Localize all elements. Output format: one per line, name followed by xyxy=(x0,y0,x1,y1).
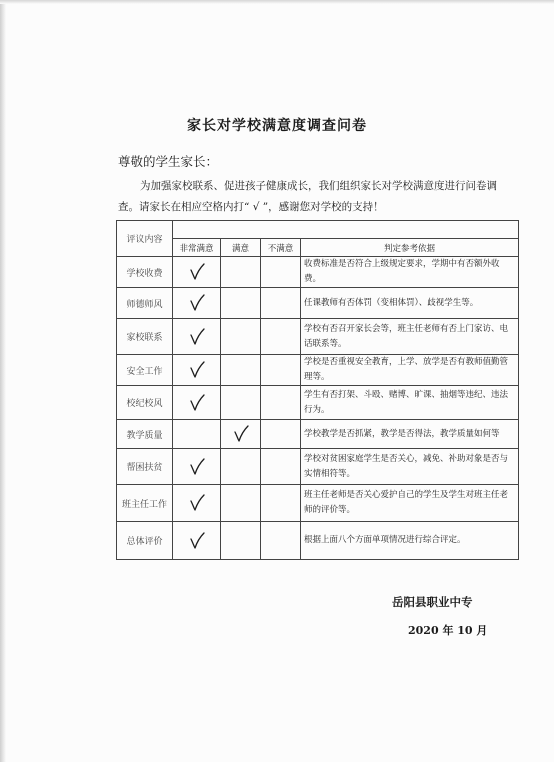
row-item-label: 家校联系 xyxy=(117,319,173,355)
row-item-label: 校纪校风 xyxy=(117,386,173,420)
handwritten-checkmark-icon xyxy=(188,262,206,282)
rating-cell xyxy=(173,449,221,485)
rating-cell xyxy=(261,355,301,386)
rating-cell xyxy=(221,386,261,420)
column-header: 非常满意 xyxy=(173,239,221,257)
rating-cell xyxy=(261,257,301,288)
rating-cell xyxy=(261,319,301,355)
document-title: 家长对学校满意度调查问卷 xyxy=(187,118,367,134)
handwritten-checkmark-icon xyxy=(188,531,206,551)
table-row xyxy=(117,319,519,355)
row-basis-text: 收费标准是否符合上级规定要求，学期中有否额外收费。 xyxy=(301,257,519,288)
rating-cell xyxy=(221,319,261,355)
handwritten-checkmark-icon xyxy=(232,424,250,444)
row-item-label: 班主任工作 xyxy=(117,485,173,522)
salutation: 尊敬的学生家长： xyxy=(118,154,219,169)
header-row-top xyxy=(117,221,519,239)
rating-cell xyxy=(173,386,221,420)
rating-cell xyxy=(221,522,261,560)
header-spacer-cell xyxy=(173,221,519,239)
row-item-label: 安全工作 xyxy=(117,355,173,386)
rating-cell xyxy=(173,288,221,319)
rating-cell xyxy=(173,355,221,386)
handwritten-checkmark-icon xyxy=(188,327,206,347)
rating-cell xyxy=(261,485,301,522)
school-name: 岳阳县职业中专 xyxy=(392,595,473,609)
handwritten-checkmark-icon xyxy=(188,493,206,513)
column-header: 判定参考依据 xyxy=(301,239,519,257)
row-basis-text: 学生有否打架、斗殴、赌博、旷课、抽烟等违纪、违法行为。 xyxy=(301,386,519,420)
rating-cell xyxy=(261,420,301,449)
survey-table xyxy=(116,220,519,560)
rating-cell xyxy=(261,522,301,560)
row-item-label: 学校收费 xyxy=(117,257,173,288)
row-item-label: 帮困扶贫 xyxy=(117,449,173,485)
rating-cell xyxy=(173,485,221,522)
intro-paragraph: 为加强家校联系、促进孩子健康成长，我们组织家长对学校满意度进行问卷调查。请家长在相应空格内打“ √ ”，感谢您对学校的支持！ xyxy=(118,180,497,213)
row-basis-text: 班主任老师是否关心爱护自己的学生及学生对班主任老师的评价等。 xyxy=(301,485,519,522)
survey-body xyxy=(117,257,519,560)
document-date: 2020 年 10 月 xyxy=(408,624,488,637)
table-row xyxy=(117,522,519,560)
header-item-cell: 评议内容 xyxy=(117,221,173,257)
page-shadow-top xyxy=(0,0,554,4)
row-item-label: 教学质量 xyxy=(117,420,173,449)
column-header: 不满意 xyxy=(261,239,301,257)
rating-cell xyxy=(173,420,221,449)
rating-cell xyxy=(221,449,261,485)
row-basis-text: 学校有否召开家长会等，班主任老师有否上门家访、电话联系等。 xyxy=(301,319,519,355)
rating-cell xyxy=(221,485,261,522)
row-item-label: 总体评价 xyxy=(117,522,173,560)
table-row xyxy=(117,288,519,319)
rating-cell xyxy=(173,319,221,355)
handwritten-checkmark-icon xyxy=(188,360,206,380)
handwritten-checkmark-icon xyxy=(188,457,206,477)
table-row xyxy=(117,420,519,449)
row-basis-text: 学校对贫困家庭学生是否关心，减免、补助对象是否与实情相符等。 xyxy=(301,449,519,485)
rating-cell xyxy=(261,449,301,485)
table-row xyxy=(117,355,519,386)
rating-cell xyxy=(221,355,261,386)
table-row xyxy=(117,257,519,288)
row-basis-text: 学校是否重视安全教育，上学、放学是否有教师值勤管理等。 xyxy=(301,355,519,386)
row-basis-text: 任课教师有否体罚（变相体罚）、歧视学生等。 xyxy=(301,288,519,319)
rating-cell xyxy=(261,288,301,319)
row-basis-text: 根据上面八个方面单项情况进行综合评定。 xyxy=(301,522,519,560)
header-row xyxy=(117,239,519,257)
rating-cell xyxy=(173,522,221,560)
table-row xyxy=(117,449,519,485)
table-row xyxy=(117,386,519,420)
row-basis-text: 学校教学是否抓紧，教学是否得法，教学质量如何等 xyxy=(301,420,519,449)
rating-cell xyxy=(221,420,261,449)
row-item-label: 师德师风 xyxy=(117,288,173,319)
handwritten-checkmark-icon xyxy=(188,393,206,413)
table-row xyxy=(117,485,519,522)
rating-cell xyxy=(261,386,301,420)
handwritten-checkmark-icon xyxy=(188,293,206,313)
rating-cell xyxy=(221,257,261,288)
rating-cell xyxy=(173,257,221,288)
rating-cell xyxy=(221,288,261,319)
column-header: 满意 xyxy=(221,239,261,257)
